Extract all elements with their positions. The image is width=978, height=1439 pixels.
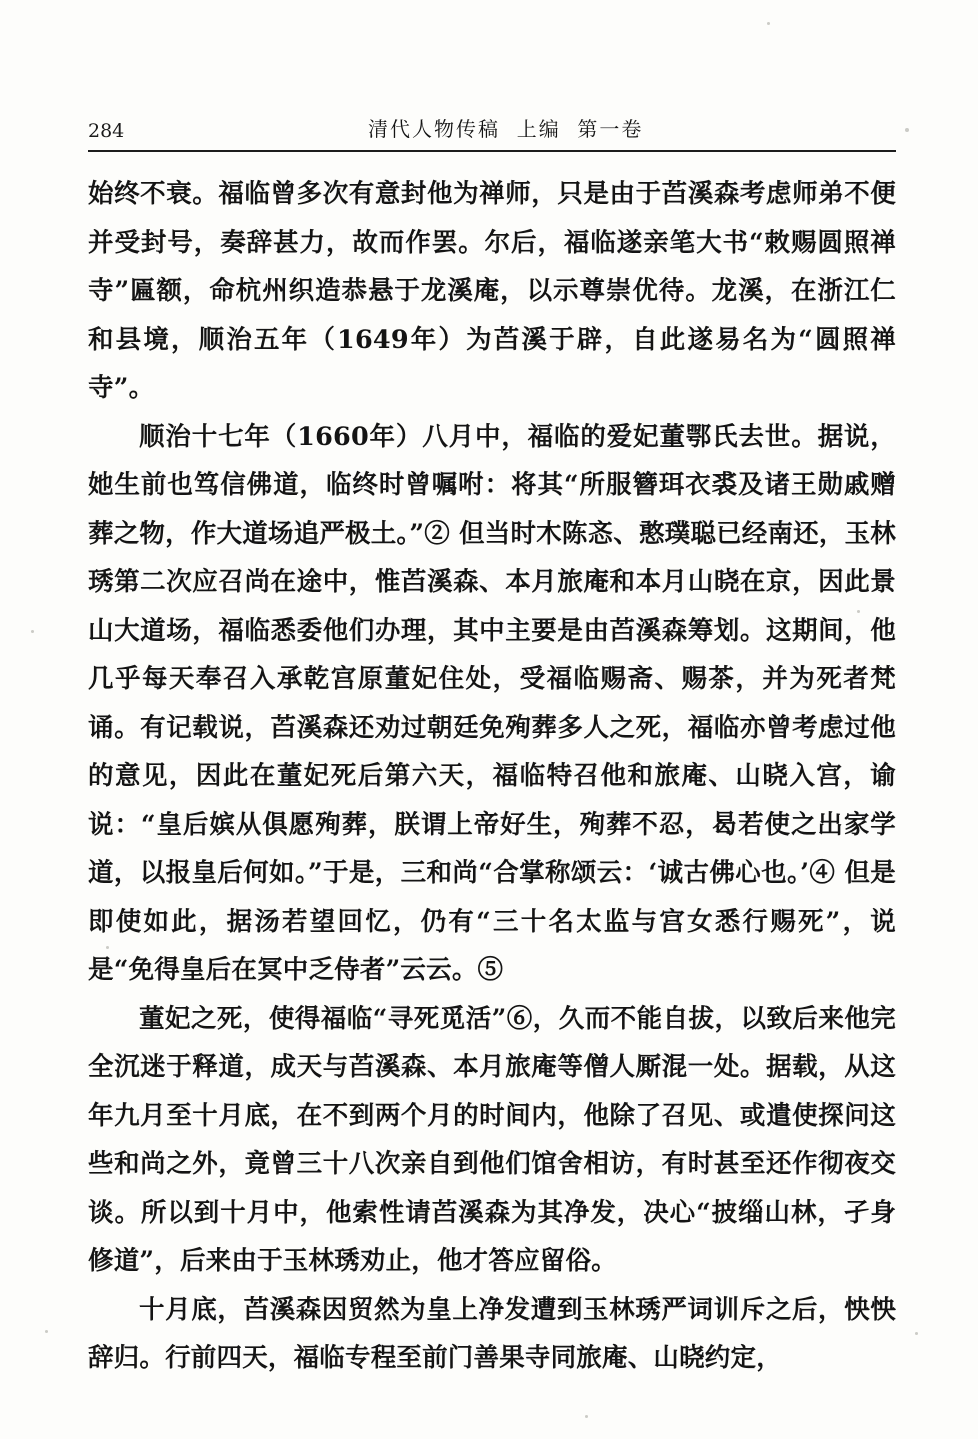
paragraph: 始终不衰。福临曾多次有意封他为禅师，只是由于苩溪森考虑师弟不便并受封号，奏辞甚力，故而作罢。尔后，福临遂亲笔大书“敕赐圆照禅寺”匾额，命杭州织造恭悬于龙溪庵，以示尊崇优待。龙溪，在浙江仁和县境，顺治五年（1649年）为苩溪于辟，自此遂易名为“圆照禅寺”。 — [88, 179, 896, 403]
scan-speck — [45, 1330, 48, 1333]
scan-speck — [767, 22, 770, 25]
paragraph: 十月底，苩溪森因贸然为皇上净发遭到玉林琇严词训斥之后，怏怏辞归。行前四天，福临专程至前门善果寺同旅庵、山晓约定， — [88, 1294, 896, 1373]
scan-speck — [915, 1332, 918, 1335]
scan-speck — [905, 128, 909, 132]
scan-speck — [585, 1415, 588, 1418]
running-title: 清代人物传稿 上编 第一卷 — [368, 117, 644, 141]
page-body — [88, 170, 896, 1383]
header-divider — [88, 150, 896, 152]
paragraph: 顺治十七年（1660年）八月中，福临的爱妃董鄂氏去世。据说，她生前也笃信佛道，临终时曾嘱咐：将其“所服簪珥衣裘及诸王勋戚赠葬之物，作大道场追严极土。”② 但当时木陈忞、憨璞聪已经南还，玉林琇第二次应召尚在途中，惟苩溪森、本月旅庵和本月山晓在京，因此景山大道场，福临悉委他们办理，其中主要是由苩溪森筹划。这期间，他几乎每天奉召入承乾宫原董妃住处，受福临赐斋、赐茶，并为死者梵诵。有记载说，苩溪森还劝过朝廷免殉葬多人之死，福临亦曾考虑过他的意见，因此在董妃死后第六天，福临特召他和旅庵、山晓入宫，谕说：“皇后嫔从俱愿殉葬，朕谓上帝好生，殉葬不忍，曷若使之出家学道，以报皇后何如。”于是，三和尚“合掌称颂云：‘诚古佛心也。’④ 但是即使如此，据汤若望回忆，仍有“三十名太监与宫女悉行赐死”，说是“免得皇后在冥中乏侍者”云云。⑤ — [88, 421, 896, 985]
paragraph: 董妃之死，使得福临“寻死觅活”⑥，久而不能自拔，以致后来他完全沉迷于释道，成天与苩溪森、本月旅庵等僧人厮混一处。据载，从这年九月至十月底，在不到两个月的时间内，他除了召见、或遣使探问这些和尚之外，竟曾三十八次亲自到他们馆舍相访，有时甚至还作彻夜交谈。所以到十月中，他索性请苩溪森为其净发，决心“披缁山林，孑身修道”，后来由于玉林琇劝止，他才答应留俗。 — [88, 1003, 896, 1276]
scan-speck — [31, 630, 34, 633]
page-number: 284 — [88, 120, 125, 142]
page-header — [88, 108, 894, 142]
